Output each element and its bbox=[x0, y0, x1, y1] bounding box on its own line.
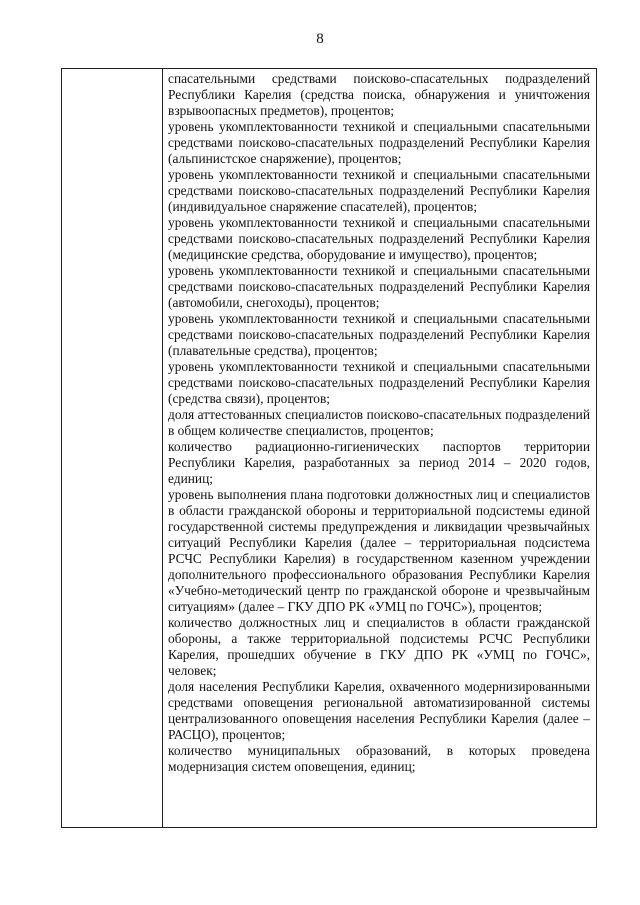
indicator-item: уровень укомплектованности техникой и специальными спасательными средствами поисково-спасательных подразделений Республики Карелия (индивидуальное снаряжение спасателей), процентов; bbox=[168, 167, 590, 214]
indicator-item: количество должностных лиц и специалистов в области гражданской обороны, а также территориальной подсистемы РСЧС Республики Карелия, прошедших обучение в ГКУ ДПО РК «УМЦ по ГОЧС», человек; bbox=[168, 615, 590, 678]
table-left-column bbox=[62, 69, 163, 827]
indicator-item: доля аттестованных специалистов поисково-спасательных подразделений в общем количестве специалистов, процентов; bbox=[168, 407, 590, 438]
indicator-item: спасательными средствами поисково-спасательных подразделений Республики Карелия (средства поиска, обнаружения и уничтожения взрывоопасных предметов), процентов; bbox=[168, 71, 590, 118]
indicator-item: уровень укомплектованности техникой и специальными спасательными средствами поисково-спасательных подразделений Республики Карелия (средства связи), процентов; bbox=[168, 359, 590, 406]
indicator-item: количество радиационно-гигиенических паспортов территории Республики Карелия, разработанных за период 2014 – 2020 годов, единиц; bbox=[168, 439, 590, 486]
indicator-item: уровень выполнения плана подготовки должностных лиц и специалистов в области гражданской обороны и территориальной подсистемы единой государственной системы предупреждения и ликвидации чрезвычайных ситуаций Республики Карелия (далее – территориальная подсистема РСЧС Республики Карелия) в государственном казенном учреждении дополнительного профессионального образования Республики Карелия «Учебно-методический центр по гражданской обороне и чрезвычайным ситуациям» (далее – ГКУ ДПО РК «УМЦ по ГОЧС»), процентов; bbox=[168, 487, 590, 614]
indicator-item: уровень укомплектованности техникой и специальными спасательными средствами поисково-спасательных подразделений Республики Карелия (плавательные средства), процентов; bbox=[168, 311, 590, 358]
page-number: 8 bbox=[316, 31, 324, 47]
indicator-table bbox=[61, 68, 597, 828]
indicator-item: уровень укомплектованности техникой и специальными спасательными средствами поисково-спасательных подразделений Республики Карелия (альпинистское снаряжение), процентов; bbox=[168, 119, 590, 166]
indicator-item: доля населения Республики Карелия, охваченного модернизированными средствами оповещения региональной автоматизированной системы централизованного оповещения населения Республики Карелия (далее – РАСЦО), процентов; bbox=[168, 679, 590, 742]
indicator-item: количество муниципальных образований, в которых проведена модернизация систем оповещения, единиц; bbox=[168, 743, 590, 774]
table-right-column bbox=[162, 69, 596, 827]
indicator-item: уровень укомплектованности техникой и специальными спасательными средствами поисково-спасательных подразделений Республики Карелия (автомобили, снегоходы), процентов; bbox=[168, 263, 590, 310]
indicator-item: уровень укомплектованности техникой и специальными спасательными средствами поисково-спасательных подразделений Республики Карелия (медицинские средства, оборудование и имущество), процентов; bbox=[168, 215, 590, 262]
